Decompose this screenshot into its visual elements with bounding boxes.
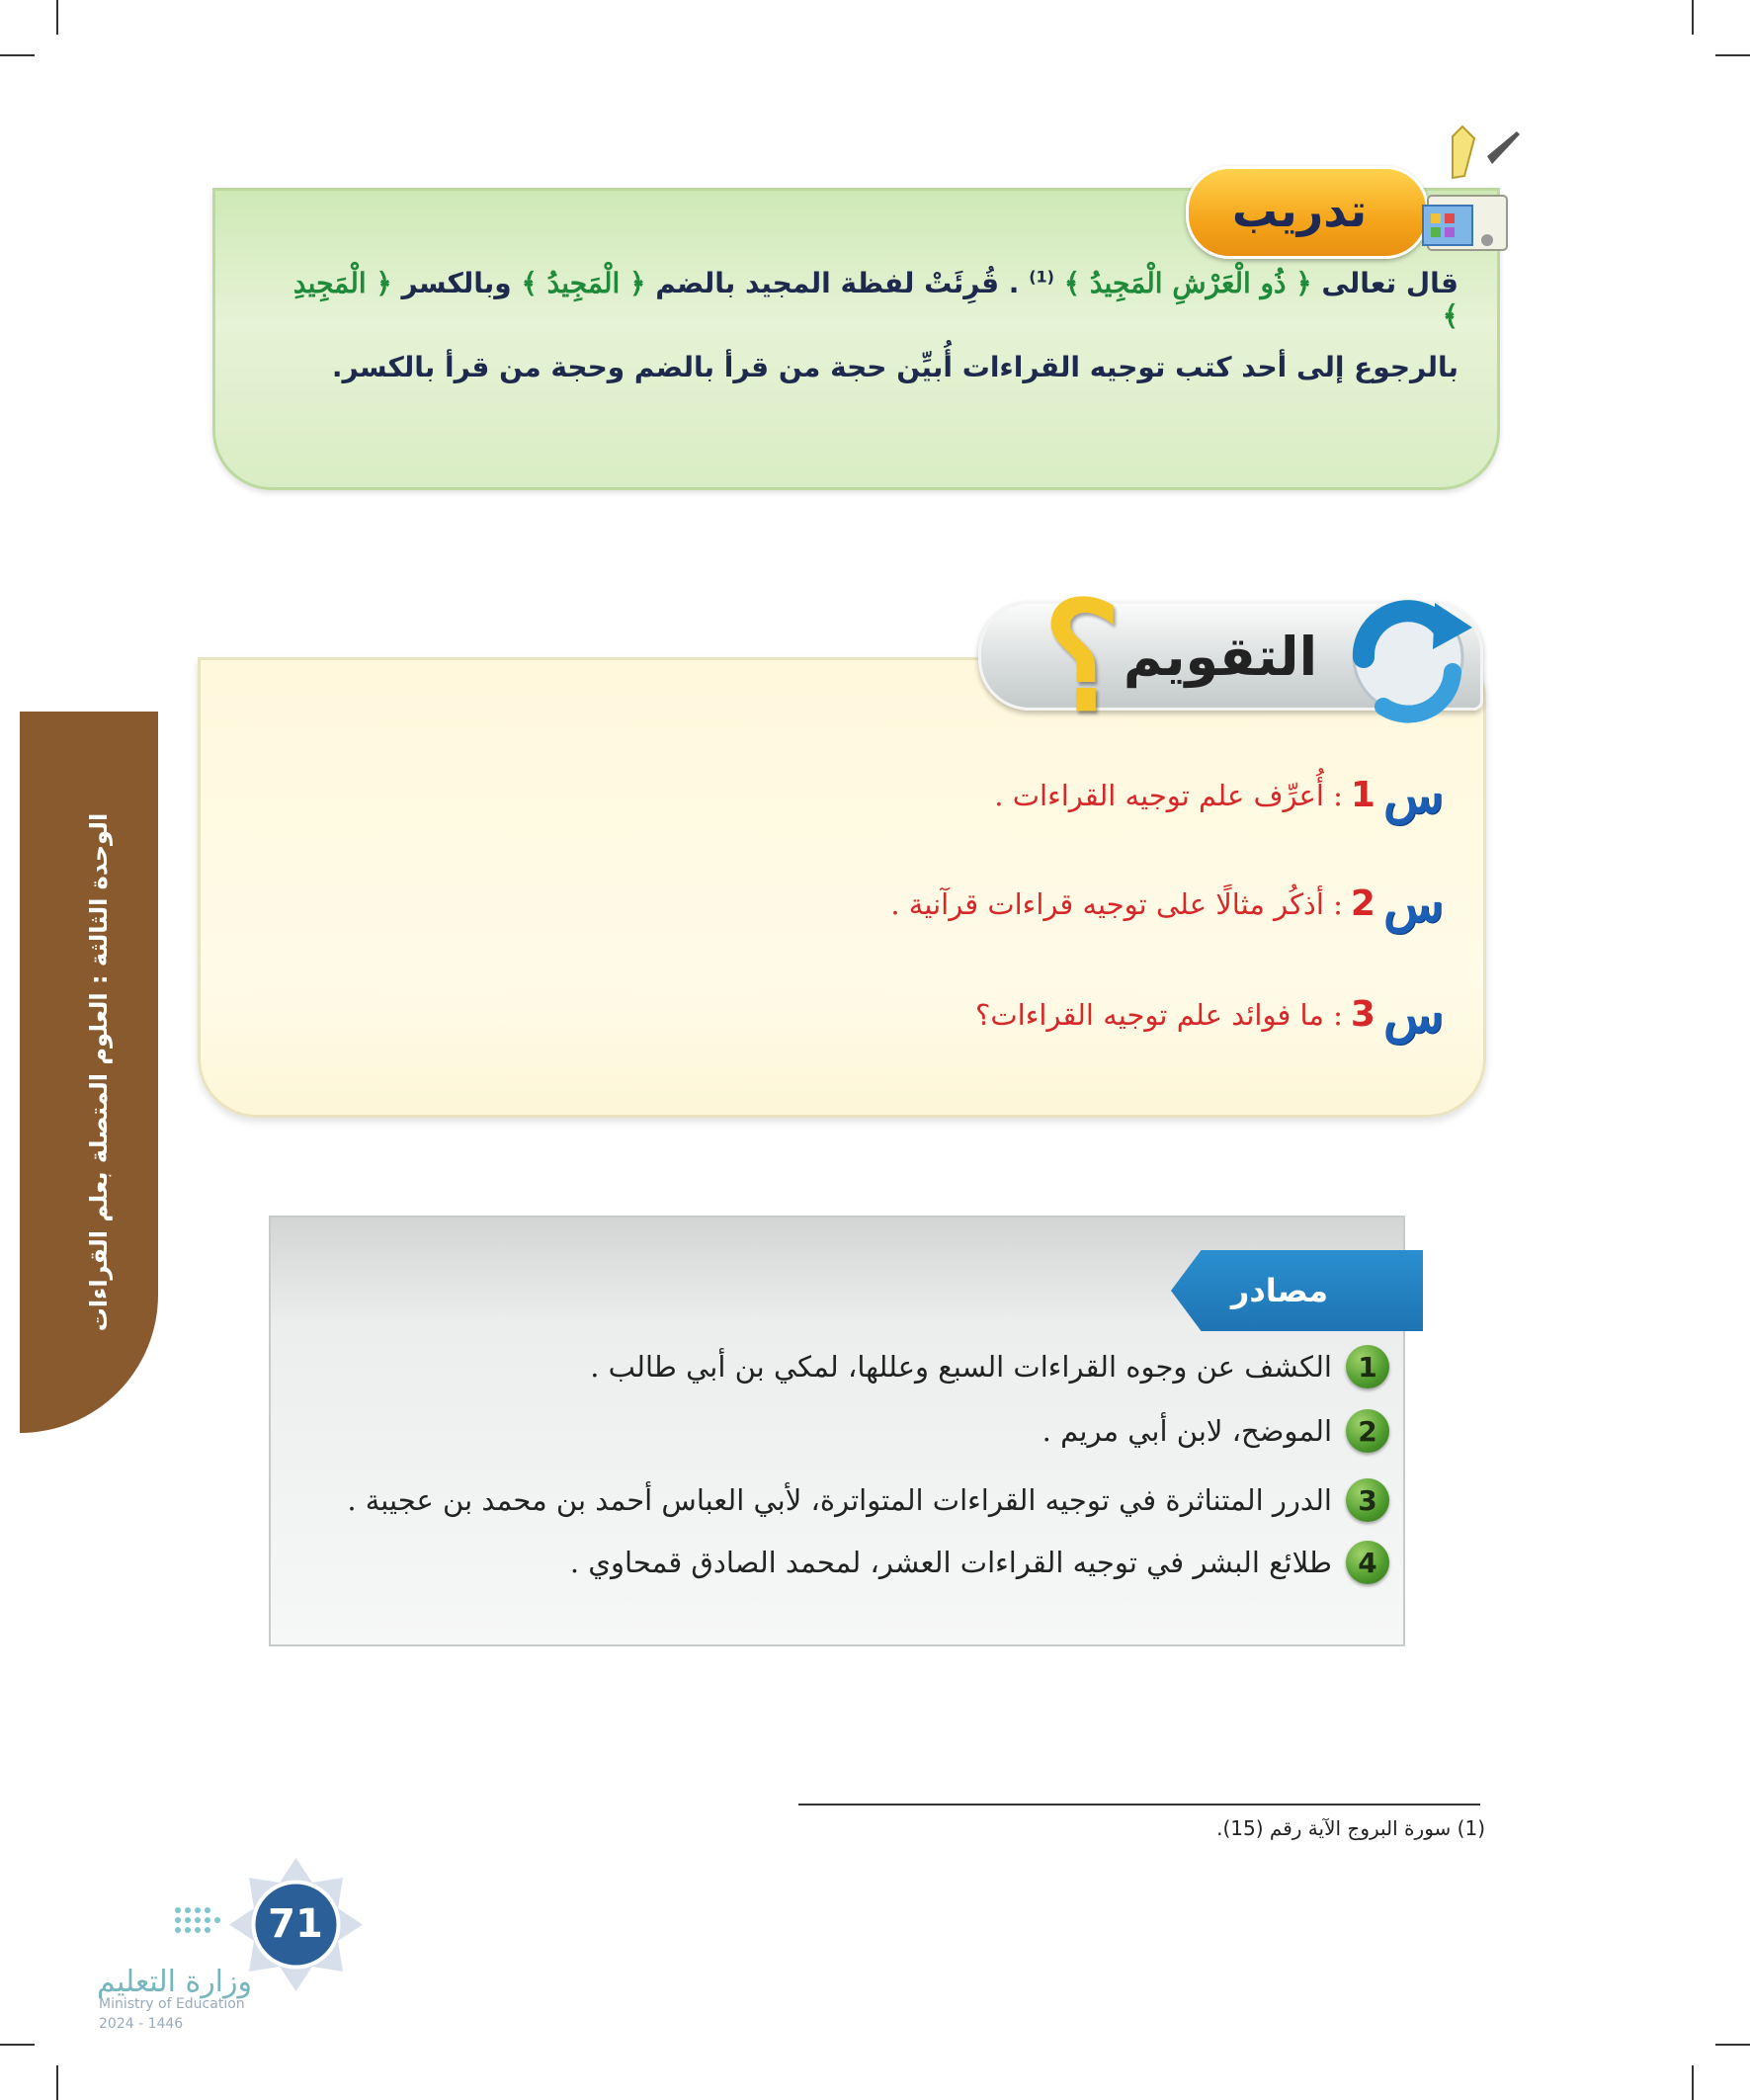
crop-mark (1692, 0, 1694, 35)
question-number: 3 (1350, 994, 1375, 1035)
source-number: 1 (1346, 1345, 1389, 1388)
unit-side-label: الوحدة الثالثة : العلوم المتصلة بعلم القراءات (85, 812, 113, 1332)
source-text: طلائع البشر في توجيه القراءات العشر، لمحمد الصادق قمحاوي . (569, 1546, 1332, 1579)
source-item (570, 1535, 1389, 1590)
question-text: : ما فوائد علم توجيه القراءات؟ (974, 998, 1343, 1032)
crop-mark (1715, 2044, 1750, 2046)
ministry-name-arabic: وزارة التعليم (96, 1965, 252, 1999)
question-icon: س (1382, 985, 1444, 1044)
refresh-arrow-icon (1324, 578, 1482, 726)
footnote-divider (798, 1804, 1480, 1806)
footnote-text: (1) سورة البروج الآية رقم (15). (1216, 1816, 1485, 1840)
crop-mark (0, 54, 35, 56)
source-number: 2 (1346, 1409, 1389, 1453)
question-item (975, 985, 1444, 1045)
source-number: 3 (1346, 1478, 1389, 1522)
training-intro: قال تعالى (1321, 267, 1458, 299)
ministry-name-english: Ministry of Education (99, 1996, 245, 2012)
training-mid: . قُرِئَتْ لفظة المجيد بالضم (655, 267, 1020, 299)
sources-title: مصادر (1230, 1272, 1329, 1309)
verse-text: ﴿ ذُو الْعَرْشِ الْمَجِيدُ ﴾ (1063, 267, 1312, 299)
source-item (1042, 1403, 1389, 1459)
training-and-kasra: وبالكسر (401, 267, 512, 299)
source-number: 4 (1346, 1541, 1389, 1584)
training-title: تدريب (1231, 184, 1368, 237)
source-item (347, 1472, 1389, 1528)
source-text: الموضح، لابن أبي مريم . (1042, 1414, 1332, 1448)
crop-mark (1692, 2065, 1694, 2100)
source-text: الدرر المتناثرة في توجيه القراءات المتواترة، لأبي العباس أحمد بن محمد بن عجيبة . (347, 1483, 1332, 1517)
footnote-ref: (1) (1029, 267, 1054, 287)
question-item (890, 875, 1444, 934)
question-number: 2 (1350, 883, 1375, 924)
page-number: 71 (268, 1901, 323, 1947)
training-line-2: بالرجوع إلى أحد كتب توجيه القراءات أُبيِّن حجة من قرأ بالضم وحجة من قرأ بالكسر. (331, 351, 1458, 383)
evaluation-title: التقويم (1123, 626, 1318, 688)
ministry-logo-icon (168, 1902, 247, 1942)
question-icon: س (1382, 875, 1444, 933)
crop-mark (56, 2065, 58, 2100)
crop-mark (1715, 54, 1750, 56)
pen-and-notebook-icon (1393, 117, 1522, 265)
question-mark-icon: ؟ (1042, 570, 1122, 744)
question-text: : أُعرِّف علم توجيه القراءات . (994, 779, 1343, 812)
word-damma: ﴿ الْمَجِيدُ ﴾ (521, 267, 646, 299)
source-text: الكشف عن وجوه القراءات السبع وعللها، لمكي بن أبي طالب . (590, 1350, 1332, 1384)
question-number: 1 (1350, 775, 1375, 815)
crop-mark (56, 0, 58, 35)
ministry-year: 2024 - 1446 (99, 2016, 184, 2032)
word-kasra: ﴿ الْمَجِيدِ ﴾ (292, 267, 1458, 332)
question-text: : أذكُر مثالًا على توجيه قراءات قرآنية . (890, 887, 1343, 921)
question-item (994, 766, 1444, 825)
question-icon: س (1382, 766, 1444, 824)
source-item (590, 1339, 1389, 1394)
crop-mark (0, 2044, 35, 2046)
training-line-1 (273, 267, 1458, 332)
